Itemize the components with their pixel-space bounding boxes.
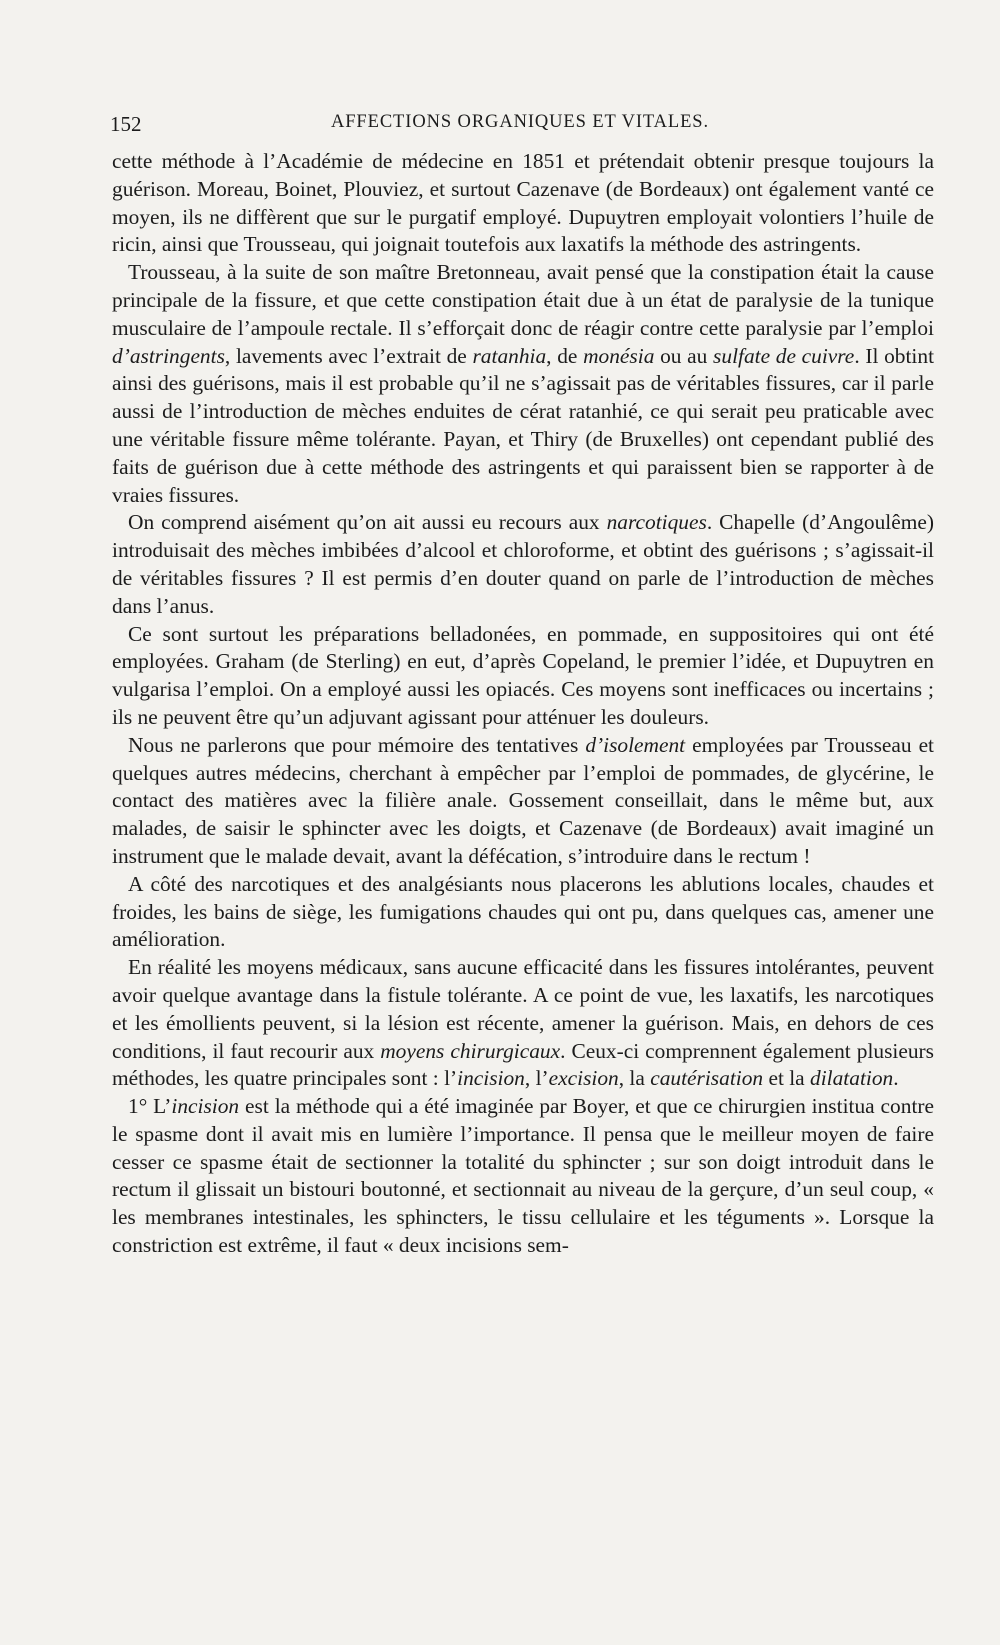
text-run: . Chapelle (d’Angoulême) introduisait des mèches imbibées d’alcool et chloroforme, et obtint des guérisons ; s’agissait-il de véritables fissures ? Il est permis d’en douter quand on parle de l’introduction de mèches dans l’anus. [112,510,935,618]
italic-term: excision [548,1066,619,1091]
page-number: 152 [110,112,142,136]
italic-term: d’astringents [112,343,225,368]
paragraph-1 [112,148,934,259]
paragraph-3 [112,509,934,620]
paragraph-4 [112,621,934,732]
italic-term: monésia [583,343,655,368]
text-run: En réalité les moyens médicaux, sans aucune efficacité dans les fissures intolérantes, peuvent avoir quelque avantage dans la fistule tolérante. A ce point de vue, les laxatifs, les narcotiques et les émollients peuvent, si la lésion est récente, amener la guérison. Mais, en dehors de ces conditions, il faut recourir aux [112,955,934,1063]
paragraph-7 [112,954,934,1093]
text-run: . Ceux-ci comprennent également plusieurs méthodes, les quatre principales sont : l’ [112,1038,934,1091]
italic-term: dilatation [810,1066,894,1091]
page-header [110,112,930,142]
text-run: , de [546,343,584,368]
paragraph-6-text: A côté des narcotiques et des analgésiants nous placerons les ablutions locales, chaudes et froides, les bains de siège, les fumigations chaudes qui ont pu, dans quelques cas, amener une amélioration. [112,871,934,952]
text-run: Nous ne parlerons que pour mémoire des tentatives [128,732,586,757]
text-run: . Il obtint ainsi des guérisons, mais il est probable qu’il ne s’agissait pas de véritables fissures, car il parle aussi de l’introduction de mèches enduites de cérat ratanhié, ce qui serait peu praticable avec une véritable fissure même tolérante. Payan, et Thiry (de Bruxelles) ont cependant publié des faits de guérison due à cette méthode des astringents et qui paraissent bien se rapporter à de vraies fissures. [112,343,935,507]
paragraph-4-text: Ce sont surtout les préparations belladonées, en pommade, en suppositoires qui ont été employées. Graham (de Sterling) en eut, d’après Copeland, le premier l’idée, et Dupuytren en vulgarisa l’emploi. On a employé aussi les opiacés. Ces moyens sont inefficaces ou incertains ; ils ne peuvent être qu’un adjuvant agissant pour atténuer les douleurs. [112,621,934,729]
paragraph-2 [112,259,934,509]
italic-term: ratanhia [472,343,547,368]
italic-term: incision [457,1066,525,1091]
running-title: AFFECTIONS ORGANIQUES ET VITALES. [330,112,710,132]
text-run: Trousseau, à la suite de son maître Bretonneau, avait pensé que la constipation était la cause principale de la fissure, et que cette constipation était due à un état de paralysie de la tunique musculaire de l’ampoule rectale. Il s’efforçait donc de réagir contre cette paralysie par l’emploi [112,260,934,340]
text-run: ou au [654,343,714,368]
italic-term: cautérisation [650,1066,764,1091]
text-run: . [893,1066,899,1091]
italic-term: moyens chirurgicaux [380,1038,561,1063]
italic-term: sulfate de cuivre [713,343,855,368]
text-run: employées par Trousseau et quelques autres médecins, cherchant à empêcher par l’emploi de pommades, de glycérine, le contact des matières avec la filière anale. Gossement conseillait, dans le même but, aux malades, de saisir le sphincter avec les doigts, et Cazenave (de Bordeaux) avait imaginé un instrument que le malade devait, avant la défécation, s’introduire dans le rectum ! [112,732,935,868]
text-run: , la [618,1066,651,1091]
italic-term: d’isolement [585,732,686,757]
paragraph-8 [112,1093,934,1260]
paragraph-6 [112,871,934,954]
italic-term: incision [171,1094,240,1119]
text-run: , lavements avec l’extrait de [224,343,473,368]
paragraph-5 [112,732,934,871]
paragraph-1-text: cette méthode à l’Académie de médecine en 1851 et prétendait obtenir presque toujours la guérison. Moreau, Boinet, Plouviez, et surtout Cazenave (de Bordeaux) ont également vanté ce moyen, ils ne diffèrent que sur le purgatif employé. Dupuytren employait volontiers l’huile de ricin, ainsi que Trousseau, qui joignait toutefois aux laxatifs la méthode des astringents. [112,149,934,257]
text-run: 1° L’ [128,1094,172,1119]
body-text [112,148,934,1260]
text-run: est la méthode qui a été imaginée par Boyer, et que ce chirurgien institua contre le spasme dont il avait mis en lumière l’importance. Il pensa que le meilleur moyen de faire cesser ce spasme était de sectionner la totalité du sphincter ; sur son doigt introduit dans le rectum il glissait un bistouri boutonné, et sectionnait au niveau de la gerçure, d’un seul coup, « les membranes intestinales, les sphincters, le tissu cellulaire et les téguments ». Lorsque la constriction est extrême, il faut « deux incisions sem- [112,1094,935,1258]
italic-term: narcotiques [606,510,707,535]
text-run: , l’ [524,1066,549,1091]
text-run: On comprend aisément qu’on ait aussi eu recours aux [128,510,607,535]
text-run: et la [763,1066,811,1091]
